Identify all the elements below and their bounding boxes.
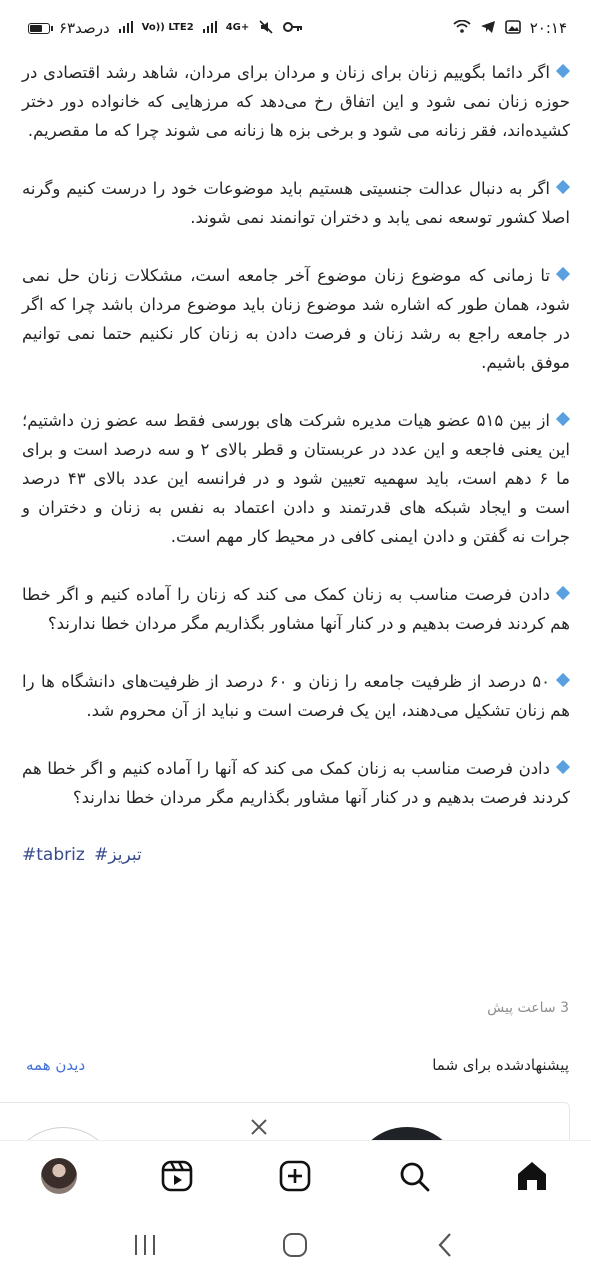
caption-paragraph <box>22 580 570 638</box>
hashtags <box>22 841 570 870</box>
paragraph-text: تا زمانی که موضوع زنان موضوع آخر جامعه است، مشکلات زنان حل نمی شود، همان طور که اشاره شد موضوع زنان باید موضوع مردان باشد چرا که اگر در جامعه راجع به رشد زنان و فرصت دادن به زنان کار نکنیم حتما نمی توانیم موفق باشیم. <box>22 266 570 372</box>
suggested-for-you-title: پیشنهادشده برای شما <box>432 1056 569 1074</box>
hashtag-link[interactable]: #تبریز <box>94 845 142 865</box>
post-timestamp: 3 ساعت پیش <box>487 1000 569 1016</box>
home-button[interactable] <box>270 1220 320 1270</box>
home-button-icon[interactable] <box>281 1231 309 1259</box>
nav-search[interactable] <box>390 1152 438 1200</box>
caption-paragraph <box>22 667 570 725</box>
nav-home[interactable] <box>508 1152 556 1200</box>
recents-button[interactable] <box>120 1220 170 1270</box>
wifi-icon <box>453 20 471 37</box>
caption-paragraph <box>22 261 570 377</box>
reels-icon[interactable] <box>160 1159 194 1193</box>
diamond-bullet-icon <box>556 180 570 194</box>
search-icon[interactable] <box>397 1159 431 1193</box>
network-type: 4G+ <box>225 22 250 33</box>
mute-icon <box>258 19 274 38</box>
caption-paragraph <box>22 58 570 145</box>
nav-reels[interactable] <box>153 1152 201 1200</box>
paragraph-text: از بین ۵۱۵ عضو هیات مدیره شرکت های بورسی فقط سه عضو زن داشتیم؛ این یعنی فاجعه و این عدد در عربستان و قطر بالای ۲ و سه درصد است و برای ما ۶ دهم است، باید سهمیه تعیین شود و در فرانسه این عدد بالای ۴۳ درصد است و ایجاد شبکه های قدرتمند و دادن اعتماد به نفس به زنان و دختران و جرات نه گفتن و دادن ایمنی کافی در محیط کار مهم است. <box>22 411 570 546</box>
signal-icon <box>119 21 133 36</box>
back-icon[interactable] <box>434 1231 458 1259</box>
back-button[interactable] <box>421 1220 471 1270</box>
gallery-icon <box>505 20 521 37</box>
caption-paragraph <box>22 754 570 812</box>
clock: ۲۰:۱۴ <box>529 19 567 37</box>
caption-paragraph <box>22 174 570 232</box>
create-icon[interactable] <box>278 1159 312 1193</box>
volte-indicator: Vo)) LTE2 <box>141 22 194 33</box>
telegram-icon <box>480 20 496 37</box>
bottom-navigation <box>0 1140 591 1211</box>
home-icon[interactable] <box>515 1159 549 1193</box>
paragraph-text: ۵۰ درصد از ظرفیت جامعه را زنان و ۶۰ درصد از ظرفیت‌های دانشگاه ها را هم زنان تشکیل می‌دهند، این یک فرصت است و نباید از آن محروم شد. <box>22 672 570 720</box>
key-icon <box>283 21 303 36</box>
status-bar <box>0 0 591 56</box>
status-bar-left <box>28 19 303 38</box>
diamond-bullet-icon <box>556 267 570 281</box>
see-all-link[interactable]: دیدن همه <box>26 1056 86 1074</box>
diamond-bullet-icon <box>556 673 570 687</box>
nav-create[interactable] <box>271 1152 319 1200</box>
diamond-bullet-icon <box>556 412 570 426</box>
paragraph-text: اگر به دنبال عدالت جنسیتی هستیم باید موضوعات خود را درست کنیم وگرنه اصلا کشور توسعه نمی یابد و دختران توانمند نمی شوند. <box>22 179 570 227</box>
suggestion-card[interactable] <box>0 1102 570 1142</box>
post-caption <box>22 58 570 870</box>
paragraph-text: دادن فرصت مناسب به زنان کمک می کند که آنها را آماده کنیم و اگر خطا هم کردند فرصت بدهیم و در کنار آنها مشاور بگذاریم مگر مردان خطا ندارند؟ <box>22 759 570 807</box>
diamond-bullet-icon <box>556 586 570 600</box>
close-icon[interactable] <box>248 1116 270 1138</box>
profile-avatar[interactable] <box>41 1158 77 1194</box>
diamond-bullet-icon <box>556 760 570 774</box>
nav-profile[interactable] <box>35 1152 83 1200</box>
paragraph-text: دادن فرصت مناسب به زنان کمک می کند که زنان را آماده کنیم و اگر خطا هم کردند فرصت بدهیم و در کنار آنها مشاور بگذاریم مگر مردان خطا ندارند؟ <box>22 585 570 633</box>
caption-paragraph <box>22 406 570 551</box>
cellular-icon <box>203 21 217 36</box>
hashtag-link[interactable]: #tabriz <box>22 845 85 865</box>
diamond-bullet-icon <box>556 64 570 78</box>
paragraph-text: اگر دائما بگوییم زنان برای زنان و مردان برای مردان، شاهد رشد اقتصادی در حوزه زنان نمی شود و این اتفاق رخ می‌دهد که مرزهایی که خانواده دور دختر کشیده‌اند، فقر زنانه می شود و برخی بزه ها زنانه می شوند چرا که ما مقصریم. <box>22 63 570 140</box>
status-bar-right <box>453 19 567 37</box>
battery-icon <box>28 23 50 34</box>
recents-icon[interactable] <box>132 1233 158 1257</box>
battery-text: ۶۳درصد <box>59 19 110 37</box>
system-navigation <box>0 1210 591 1280</box>
